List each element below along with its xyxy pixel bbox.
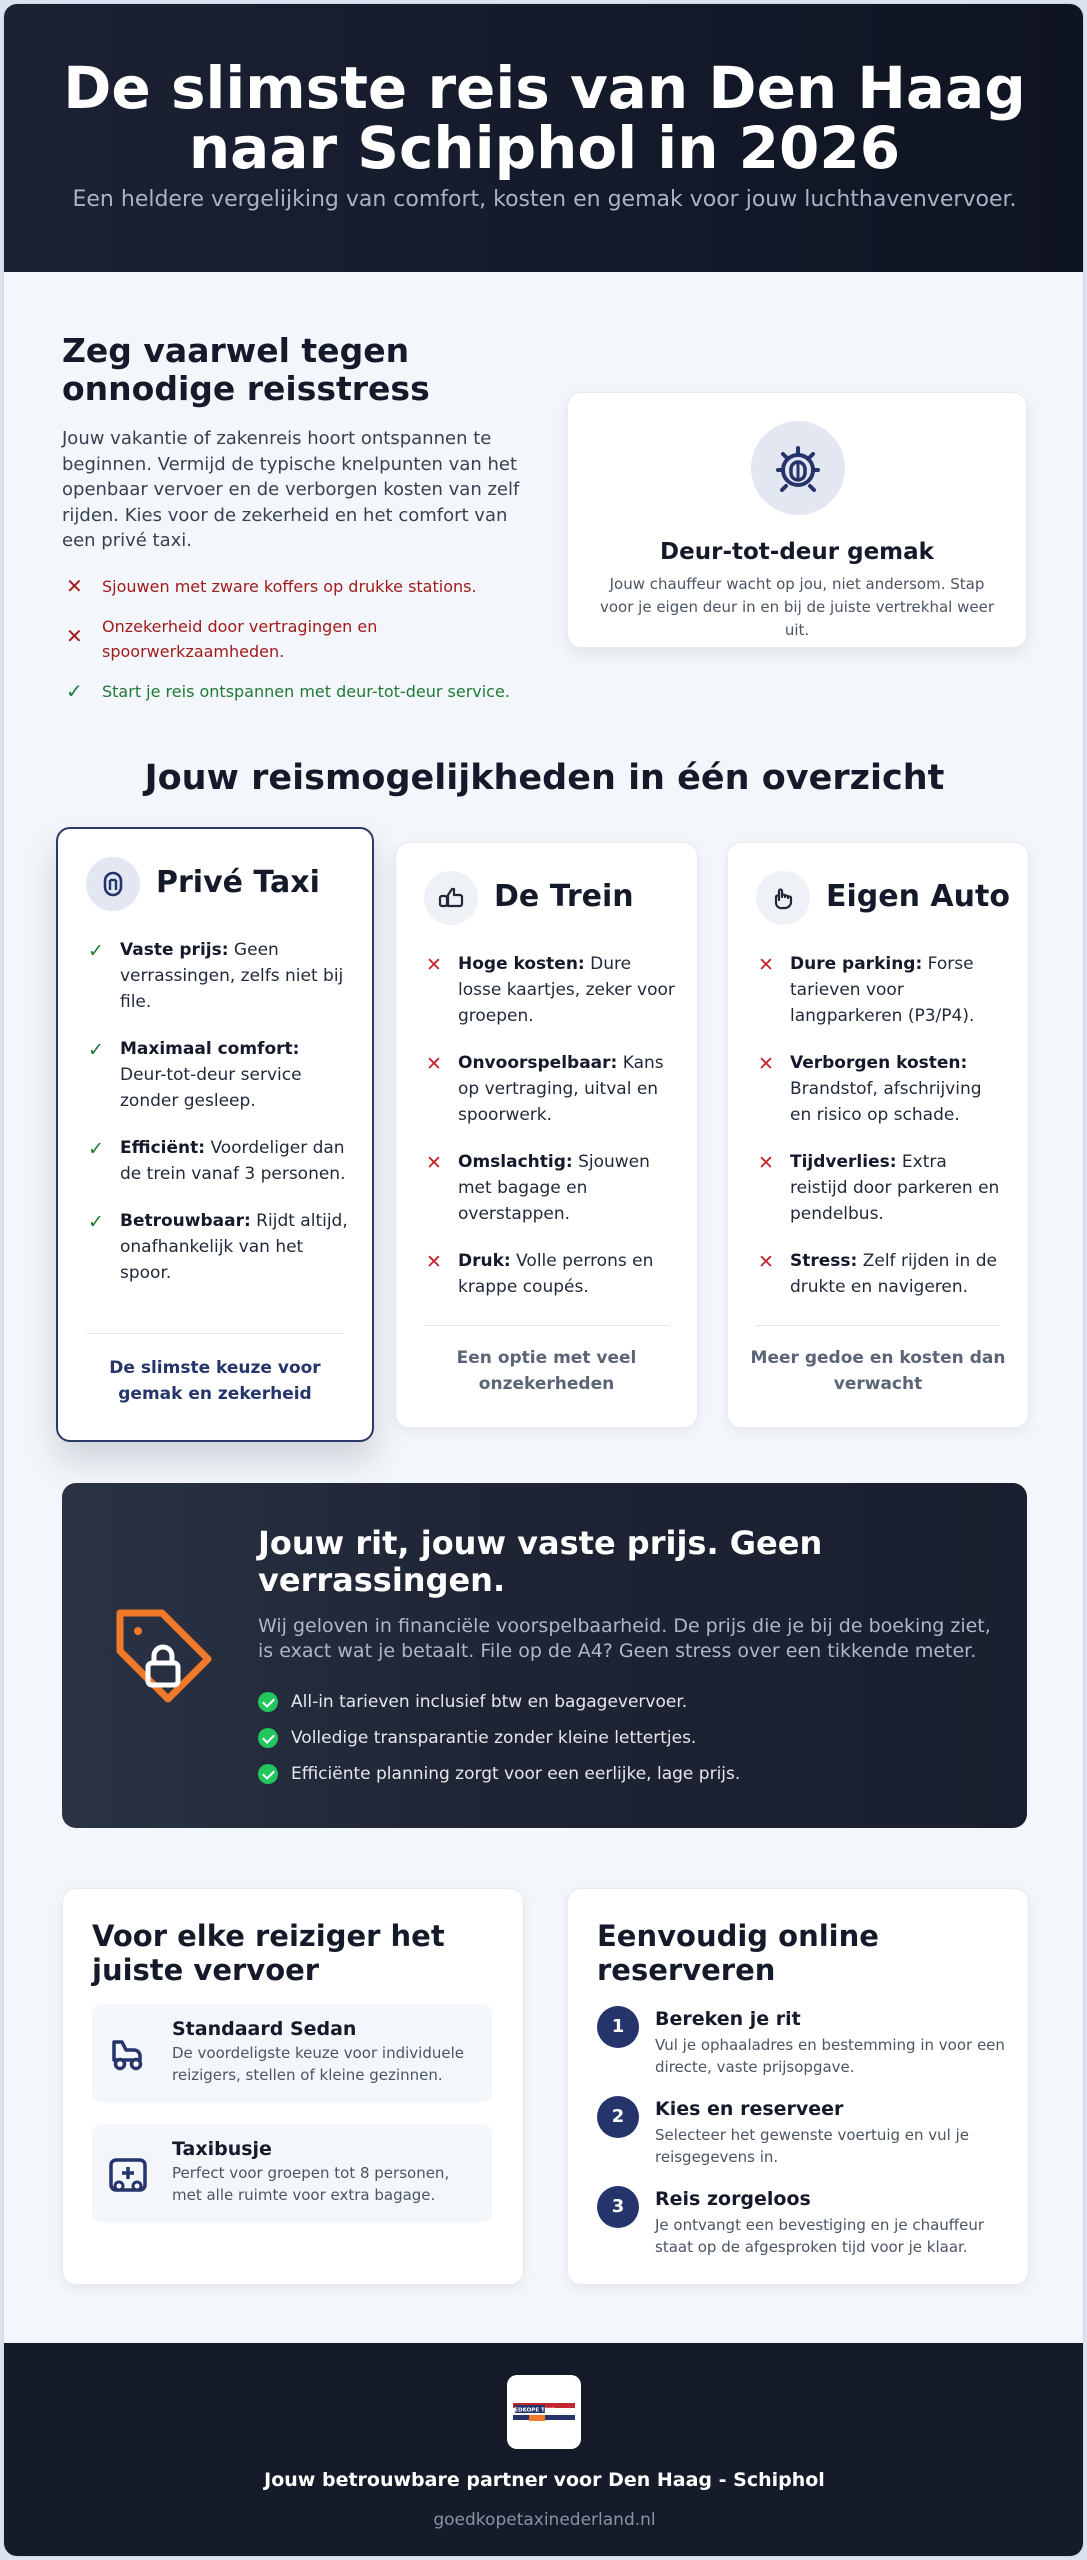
list-item: ✕ Verborgen kosten: Brandstof, afschrijving en risico op schade. — [758, 1053, 982, 1125]
option-header — [424, 871, 677, 927]
check-icon: ✓ — [88, 940, 104, 962]
benefit-point: ✓ Start je reis ontspannen met deur-tot-deur service. — [66, 679, 510, 703]
page-title: De slimste reis van Den Haag naar Schiphol in 2026 — [63, 54, 1026, 182]
intro-text: Jouw vakantie of zakenreis hoort ontspannen te beginnen. Vermijd de typische knelpunten van het openbaar vervoer en de verborgen kosten van zelf rijden. Kies voor de zekerheid en het comfort van een privé taxi. — [62, 428, 520, 551]
step-title: Reis zorgeloos — [655, 2188, 811, 2210]
page-subtitle: Een heldere vergelijking van comfort, kosten en gemak voor jouw luchthavenvervoer. — [72, 187, 1017, 212]
step-text: Vul je ophaaladres en bestemming in voor een directe, vaste prijsopgave. — [655, 2036, 1005, 2076]
step-number: 3 — [597, 2186, 639, 2228]
cross-icon: ✕ — [66, 624, 83, 648]
price-title: Jouw rit, jouw vaste prijs. Geen verrassingen. — [258, 1524, 823, 1599]
check-icon: ✓ — [88, 1039, 104, 1061]
option-footer: Meer gedoe en kosten dan verwacht — [750, 1348, 1006, 1394]
option-list — [86, 937, 350, 1307]
list-item: ✕ Omslachtig: Sjouwen met bagage en overstappen. — [426, 1152, 650, 1224]
booking-title: Eenvoudig online reserveren — [597, 1919, 879, 1987]
chauffeur-icon — [751, 421, 845, 515]
pain-point: ✕ Sjouwen met zware koffers op drukke stations. — [66, 574, 477, 598]
price-text: Wij geloven in financiële voorspelbaarheid. De prijs die je bij de boeking ziet, is exact wat je betaalt. File op de A4? Geen stress over een tikkende meter. — [258, 1615, 991, 1662]
check-circle-icon — [258, 1764, 278, 1784]
door-card-text: Jouw chauffeur wacht op jou, niet andersom. Stap voor je eigen deur in en bij de juiste vertrekhal weer uit. — [600, 575, 994, 639]
option-footer: De slimste keuze voor gemak en zekerheid — [109, 1358, 321, 1404]
van-icon — [106, 2152, 150, 2196]
check-icon: ✓ — [88, 1138, 104, 1160]
cross-icon: ✕ — [426, 1152, 442, 1174]
list-item: ✓ Vaste prijs: Geen verrassingen, zelfs niet bij file. — [88, 940, 344, 1012]
option-header — [756, 871, 1008, 927]
vehicle-text: De voordeligste keuze voor individuele reizigers, stellen of kleine gezinnen. — [172, 2044, 464, 2084]
vehicle-item — [92, 2124, 492, 2222]
cross-icon: ✕ — [758, 954, 774, 976]
booking-card — [567, 1888, 1029, 2285]
hero-header — [4, 4, 1084, 272]
footer-url-link[interactable]: goedkopetaxinederland.nl — [433, 2510, 656, 2530]
step-number: 2 — [597, 2096, 639, 2138]
step-number: 1 — [597, 2006, 639, 2048]
divider — [424, 1325, 669, 1326]
list-item: ✕ Hoge kosten: Dure losse kaartjes, zeker voor groepen. — [426, 954, 675, 1026]
car-icon — [756, 871, 810, 925]
vehicle-title: Standaard Sedan — [172, 2018, 357, 2040]
cross-icon: ✕ — [426, 954, 442, 976]
step-text: Je ontvangt een bevestiging en je chauffeur staat op de afgesproken tijd voor je klaar. — [655, 2216, 985, 2256]
cross-icon: ✕ — [758, 1053, 774, 1075]
check-circle-icon — [258, 1728, 278, 1748]
option-header — [86, 857, 352, 913]
svg-text:GOEDKOPE TAXI: GOEDKOPE TAXI — [507, 2407, 555, 2414]
booking-step — [597, 2186, 1007, 2266]
list-item: ✕ Stress: Zelf rijden in de drukte en navigeren. — [758, 1251, 997, 1297]
divider — [86, 1333, 344, 1334]
list-item: ✓ Betrouwbaar: Rijdt altijd, onafhankelijk van het spoor. — [88, 1211, 348, 1283]
option-footer: Een optie met veel onzekerheden — [456, 1348, 637, 1394]
step-title: Kies en reserveer — [655, 2098, 844, 2120]
pain-point: ✕ Onzekerheid door vertragingen en spoorwerkzaamheden. — [66, 617, 378, 661]
list-item: ✕ Tijdverlies: Extra reistijd door parkeren en pendelbus. — [758, 1152, 1000, 1224]
step-text: Selecteer het gewenste voertuig en vul je reisgegevens in. — [655, 2126, 970, 2166]
vehicle-item — [92, 2004, 492, 2102]
door-to-door-card — [567, 392, 1027, 648]
divider — [756, 1325, 1000, 1326]
intro-title: Zeg vaarwel tegen onnodige reisstress — [62, 331, 430, 408]
cross-icon: ✕ — [426, 1053, 442, 1075]
cross-icon: ✕ — [758, 1251, 774, 1273]
door-card-title: Deur-tot-deur gemak — [660, 539, 934, 565]
fixed-price-banner: Jouw rit, jouw vaste prijs. Geen verrassingen. Wij geloven in financiële voorspelbaarheid. De prijs die je bij de boeking ziet, is exact wat je betaalt. File op de A4? Geen stress over een tikkende meter. All-in tarieven inclusief btw en bagagevervoer. Volledige transparantie zonder kleine lettertjes. Efficiënte planning zorgt voor een eerlijke, lage prijs. — [62, 1483, 1027, 1828]
option-card-car — [727, 842, 1029, 1428]
list-item: ✕ Dure parking: Forse tarieven voor langparkeren (P3/P4). — [758, 954, 975, 1026]
option-title: Privé Taxi — [156, 865, 320, 900]
taxi-icon — [86, 857, 140, 911]
brand-logo[interactable] — [507, 2375, 581, 2449]
option-title: Eigen Auto — [826, 879, 1010, 914]
footer-tagline: Jouw betrouwbare partner voor Den Haag - Schiphol — [264, 2469, 825, 2491]
list-item: ✓ Maximaal comfort: Deur-tot-deur service zonder gesleep. — [88, 1039, 302, 1111]
list-item: ✓ Efficiënt: Voordeliger dan de trein vanaf 3 personen. — [88, 1138, 346, 1184]
option-title: De Trein — [494, 879, 634, 914]
option-card-taxi — [56, 827, 374, 1442]
sedan-icon — [106, 2032, 150, 2076]
cross-icon: ✕ — [426, 1251, 442, 1273]
price-tag-lock-icon — [108, 1601, 218, 1711]
step-title: Bereken je rit — [655, 2008, 801, 2030]
options-title: Jouw reismogelijkheden in één overzicht — [144, 758, 945, 798]
check-icon: ✓ — [88, 1211, 104, 1233]
booking-step — [597, 2006, 1007, 2086]
page-footer — [4, 2343, 1084, 2557]
check-icon: ✓ — [66, 679, 83, 703]
booking-step — [597, 2096, 1007, 2176]
list-item: ✕ Onvoorspelbaar: Kans op vertraging, uitval en spoorwerk. — [426, 1053, 664, 1125]
cross-icon: ✕ — [66, 574, 83, 598]
vehicle-title: Taxibusje — [172, 2138, 272, 2160]
page — [3, 3, 1084, 2557]
option-list — [756, 951, 1006, 1321]
vehicle-text: Perfect voor groepen tot 8 personen, met alle ruimte voor extra bagage. — [172, 2164, 450, 2204]
check-circle-icon — [258, 1692, 278, 1712]
vehicles-title: Voor elke reiziger het juiste vervoer — [92, 1919, 445, 1987]
list-item: ✕ Druk: Volle perrons en krappe coupés. — [426, 1251, 654, 1297]
vehicles-card — [62, 1888, 524, 2285]
cross-icon: ✕ — [758, 1152, 774, 1174]
option-card-train — [395, 842, 698, 1428]
option-list — [424, 951, 675, 1321]
train-icon — [424, 871, 478, 925]
